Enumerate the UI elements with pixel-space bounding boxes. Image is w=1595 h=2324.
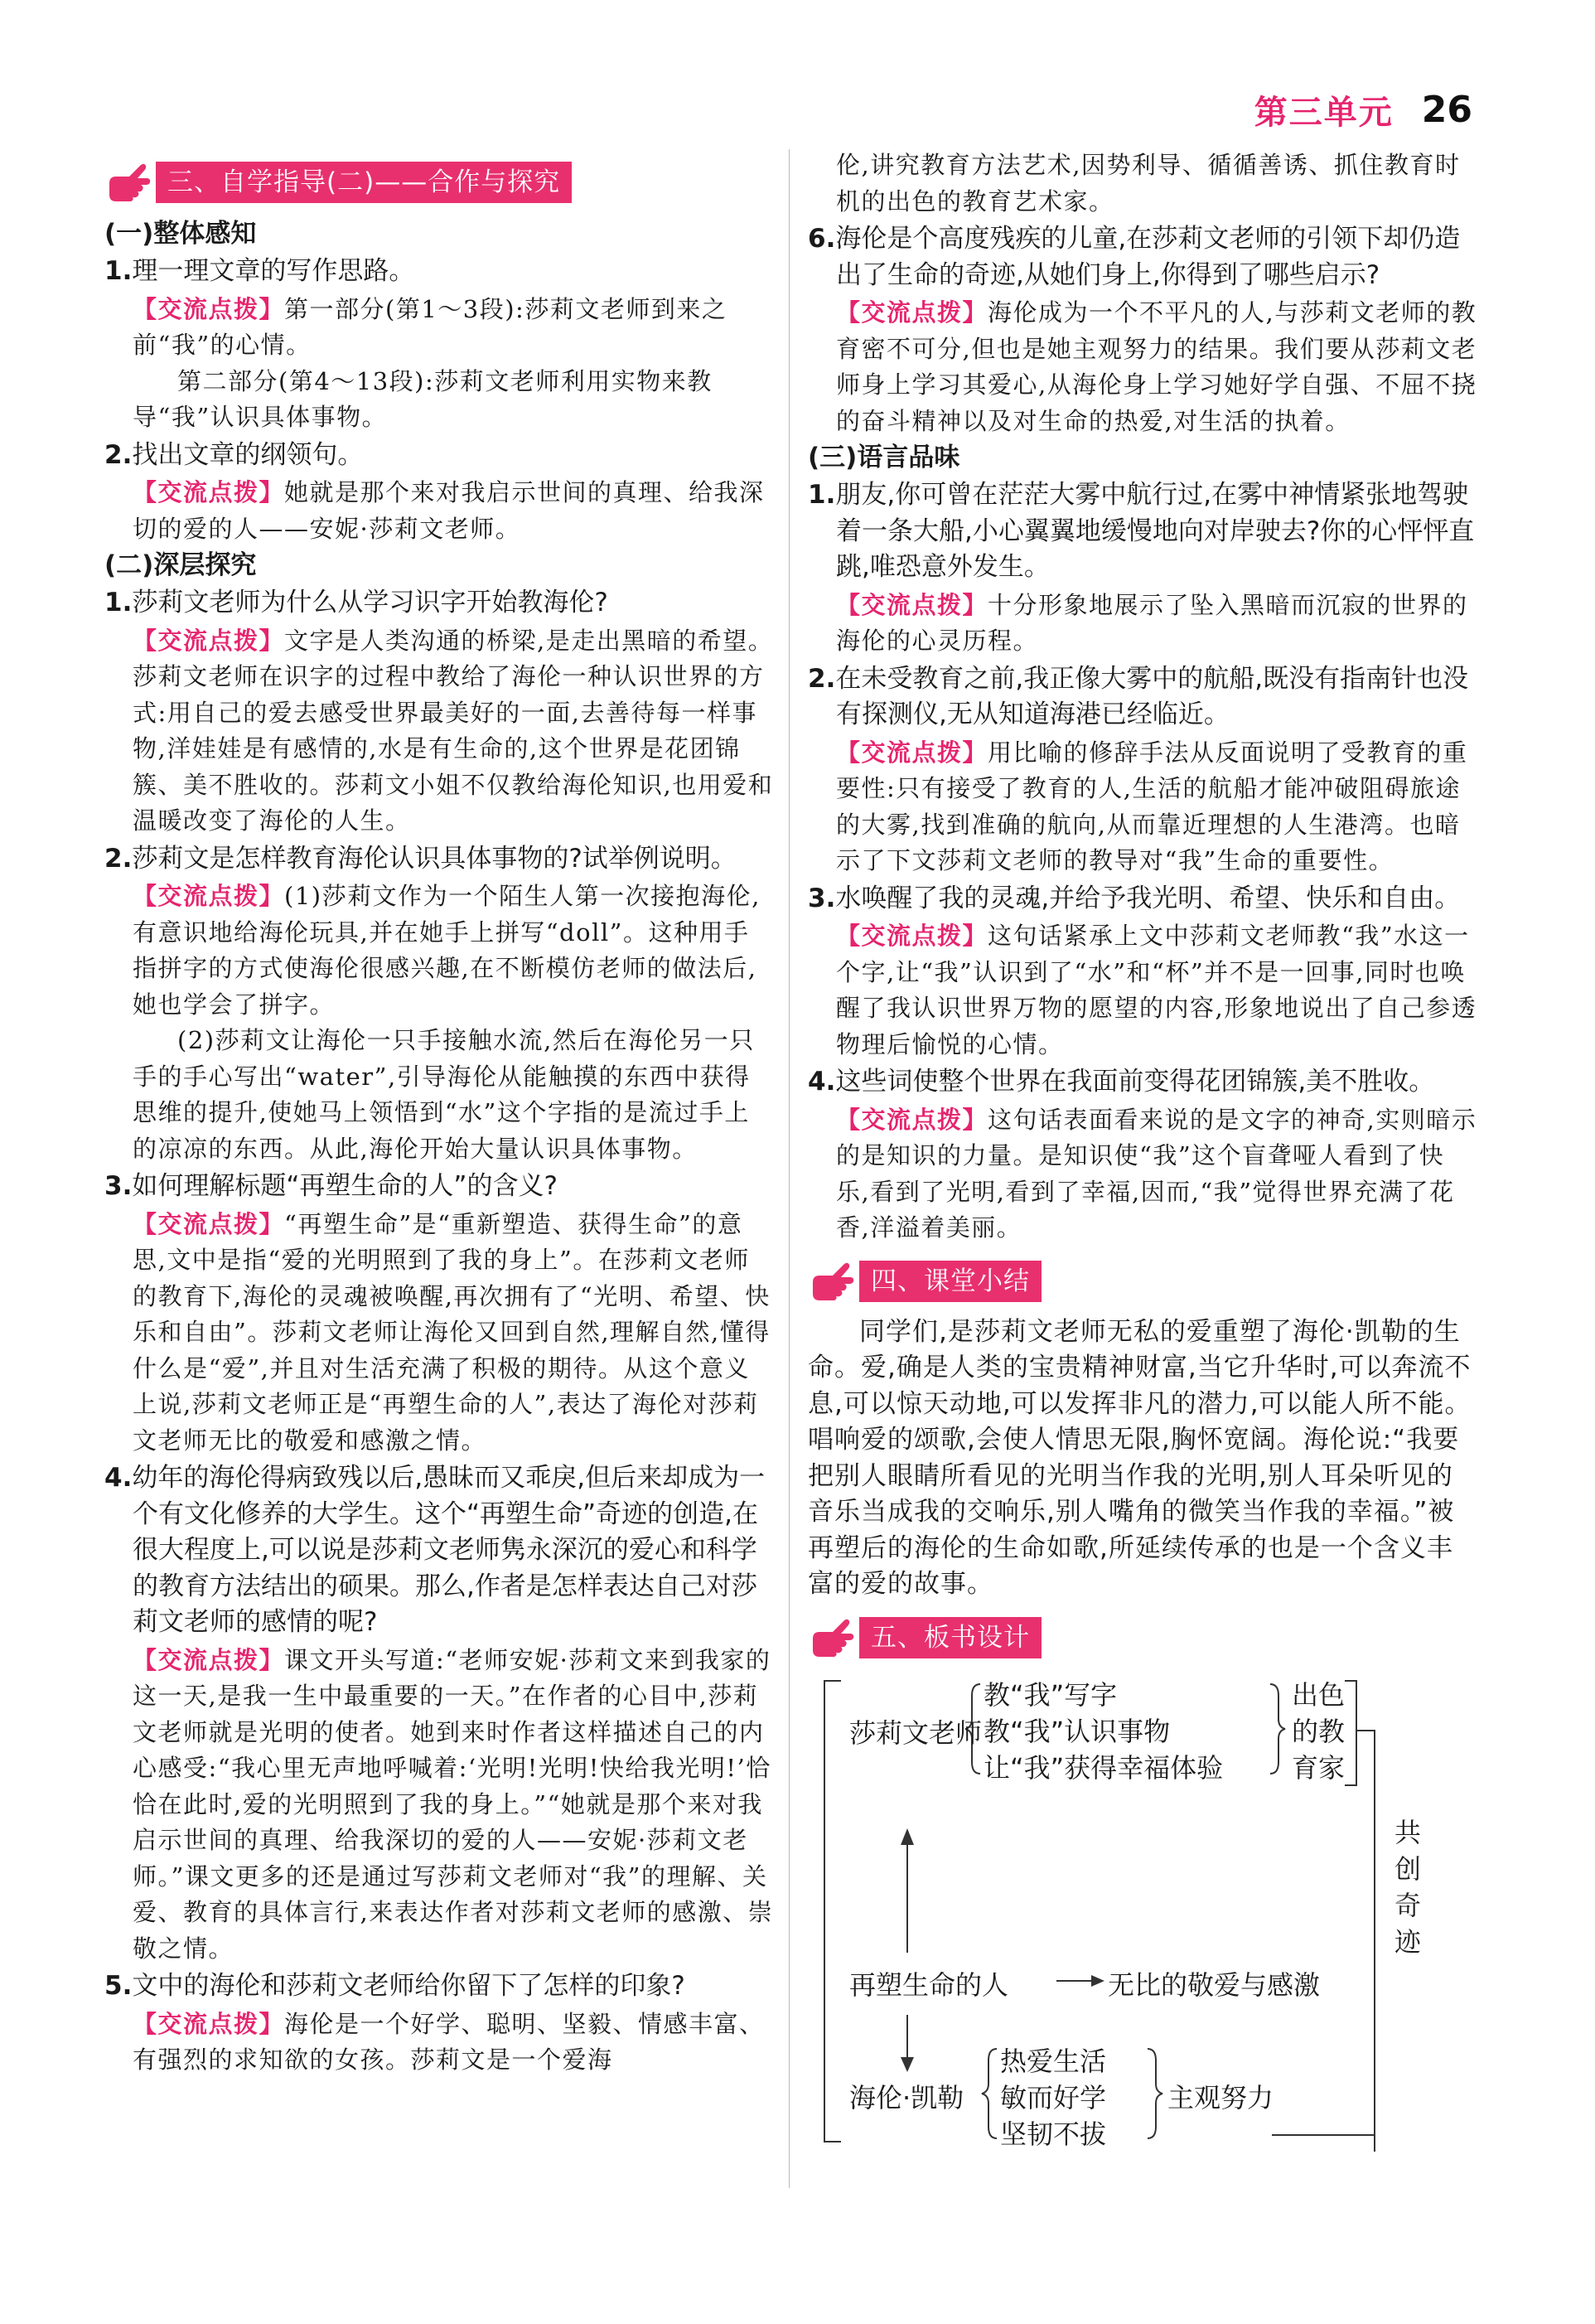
board-middle: 再塑生命的人 [849,1968,1009,2001]
blackboard-design [808,1671,1477,2152]
question-text: 如何理解标题“再塑生命的人”的含义? [132,1171,558,1201]
section-header-3 [104,156,774,209]
page-number: 26 [1421,89,1472,131]
answer-text: 文字是人类沟通的桥梁,是走出黑暗的希望。莎莉文老师在识字的过程中教给了海伦一种认识世界的方式:用自己的爱去感受世界最美好的一面,去善待每一样事物,洋娃娃是有感情的,水是有生命的,这个世界是花团锦簇、美不胜收的。莎莉文小姐不仅教给海伦知识,也用爱和温暖改变了海伦的人生。 [133,626,774,835]
answer-tag: 【交流点拨】 [836,298,988,327]
answer-tag: 【交流点拨】 [836,738,988,767]
board-teacher-result: 育家 [1292,1751,1346,1784]
board-teacher-item: 教“我”写字 [984,1678,1118,1711]
board-shared: 奇 [1394,1889,1422,1921]
board-helen-result: 主观努力 [1167,2081,1274,2113]
answer-text: “再塑生命”是“重新塑造、获得生命”的意思,文中是指“爱的光明照到了我的身上”。在莎莉文老师的教育下,海伦的灵魂被唤醒,再次拥有了“光明、希望、快乐和自由”。莎莉文老师让海伦又回到自然,理解自然,懂得什么是“爱”,并且对生活充满了积极的期待。从这个意义上说,莎莉文老师正是“再塑生命的人”,表达了海伦对莎莉文老师无比的敬爱和感激之情。 [133,1209,771,1455]
question-number: 1. [104,256,133,286]
board-helen: 海伦·凯勒 [849,2081,964,2113]
section-header-4 [808,1255,1477,1308]
sub-heading-language: (三)语言品味 [808,443,960,472]
answer-tag: 【交流点拨】 [133,2009,285,2038]
sub-heading-deep: (二)深层探究 [104,550,257,580]
answer-block [808,588,1477,660]
answer-tag: 【交流点拨】 [133,1209,285,1238]
board-shared: 迹 [1394,1925,1422,1958]
answer-block [104,1207,774,1460]
section-title: 四、课堂小结 [859,1261,1042,1302]
answer-block [104,879,774,1023]
board-teacher-result: 的教 [1292,1715,1346,1747]
answer-paragraph: (2)莎莉文让海伦一只手接触水流,然后在海伦另一只手的手心写出“water”,引导海伦从能触摸的东西中获得思维的提升,使她马上领悟到“水”这个字指的是流过手上的凉凉的东西。从此,海伦开始大量认识具体事物。 [133,1026,755,1163]
answer-block [808,735,1477,879]
question-number: 3. [808,883,836,913]
question-number: 1. [808,480,836,510]
question-item [808,221,1477,293]
question-item [104,254,774,290]
section-header-5 [808,1611,1477,1664]
answer-text: 课文开头写道:“老师安妮·莎莉文来到我家的这一天,是我一生中最重要的一天。”在作者的心目中,莎莉文老师就是光明的使者。她到来时作者这样描述自己的内心感受:“我心里无声地呼喊着:‘光明!光明!快给我光明!’恰恰在此时,爱的光明照到了我的身上。”“她就是那个来对我启示世间的真理、给我深切的爱的人——安妮·莎莉文老师。”课文更多的还是通过写莎莉文老师对“我”的理解、关爱、教育的具体言行,来表达作者对莎莉文老师的感激、崇敬之情。 [133,1645,774,1963]
pointing-hand-icon [808,1257,856,1305]
answer-continuation: 伦,讲究教育方法艺术,因势利导、循循善诱、抓住教育时机的出色的教育艺术家。 [836,151,1461,215]
question-number: 2. [104,439,133,470]
answer-block [104,475,774,547]
question-number: 2. [104,843,133,874]
answer-text: 海伦成为一个不平凡的人,与莎莉文老师的教育密不可分,但也是她主观努力的结果。我们要从莎莉文老师身上学习其爱心,从海伦身上学习她好学自强、不屈不挠的奋斗精神以及对生命的热爱,对生活的执着。 [836,298,1477,435]
column-divider [789,149,790,2188]
answer-text: (1)莎莉文作为一个陌生人第一次接抱海伦,有意识地给海伦玩具,并在她手上拼写“doll”。这种用手指拼字的方式使海伦很感兴趣,在不断模仿老师的做法后,她也学会了拼字。 [133,882,761,1019]
section-title: 三、自学指导(二)——合作与探究 [156,162,572,203]
question-number: 1. [104,588,133,617]
answer-text: 这句话表面看来说的是文字的神奇,实则暗示的是知识的力量。是知识使“我”这个盲聋哑人看到了快乐,看到了光明,看到了幸福,因而,“我”觉得世界充满了花香,洋溢着美丽。 [836,1105,1477,1242]
question-item [808,1064,1477,1101]
question-text: 朋友,你可曾在茫茫大雾中航行过,在雾中神情紧张地驾驶着一条大船,小心翼翼地缓慢地向对岸驶去?你的心怦怦直跳,唯恐意外发生。 [835,480,1475,582]
board-teacher-result: 出色 [1292,1678,1346,1711]
question-item [104,1968,774,2005]
answer-text: 第一部分(第1～3段):莎莉文老师到来之前“我”的心情。 [133,294,727,359]
question-item [808,881,1477,917]
question-text: 文中的海伦和莎莉文老师给你留下了怎样的印象? [132,1971,685,2001]
question-text: 海伦是个高度残疾的儿童,在莎莉文老师的引领下却仍造出了生命的奇迹,从她们身上,你得到了哪些启示? [835,224,1461,290]
question-number: 3. [104,1171,133,1201]
answer-block [808,918,1477,1063]
question-item [808,661,1477,734]
answer-text: 这句话紧承上文中莎莉文老师教“我”水这一个字,让“我”认识到了“水”和“杯”并不是一回事,同时也唤醒了我认识世界万物的愿望的内容,形象地说出了自己参透物理后愉悦的心情。 [836,922,1477,1058]
board-helen-item: 坚韧不拔 [1000,2118,1107,2150]
pointing-hand-icon [808,1614,856,1662]
question-number: 4. [104,1463,133,1493]
question-text: 理一理文章的写作思路。 [132,256,415,286]
board-shared: 创 [1394,1852,1422,1885]
question-text: 莎莉文是怎样教育海伦认识具体事物的?试举例说明。 [132,843,737,874]
board-teacher: 莎莉文老师 [849,1716,983,1749]
answer-tag: 【交流点拨】 [133,882,285,910]
answer-block [104,623,774,840]
question-text: 在未受教育之前,我正像大雾中的航船,既没有指南针也没有探测仪,无从知道海港已经临近。 [835,663,1469,729]
answer-tag: 【交流点拨】 [836,1105,988,1134]
pointing-hand-icon [104,158,152,206]
question-text: 幼年的海伦得病致残以后,愚昧而又乖戾,但后来却成为一个有文化修养的大学生。这个“再塑生命”奇迹的创造,在很大程度上,可以说是莎莉文老师隽永深沉的爱心和科学的教育方法结出的硕果。那么,作者是怎样表达自己对莎莉文老师的感情的呢? [132,1463,766,1637]
question-text: 这些词使整个世界在我面前变得花团锦簇,美不胜收。 [835,1067,1435,1097]
answer-paragraph: 第二部分(第4～13段):莎莉文老师利用实物来教导“我”认识具体事物。 [133,366,713,431]
answer-block [104,292,774,364]
board-middle-result: 无比的敬爱与感激 [1108,1968,1321,2001]
question-text: 水唤醒了我的灵魂,并给予我光明、希望、快乐和自由。 [835,883,1461,913]
question-item [104,585,774,622]
board-teacher-item: 教“我”认识事物 [984,1715,1171,1747]
question-item [104,1169,774,1205]
answer-text: 用比喻的修辞手法从反面说明了受教育的重要性:只有接受了教育的人,生活的航船才能冲破阻碍旅途的大雾,找到准确的航向,从而靠近理想的人生港湾。也暗示了下文莎莉文老师的教导对“我”生命的重要性。 [836,738,1468,874]
question-text: 找出文章的纲领句。 [132,439,364,470]
board-shared: 共 [1394,1816,1422,1848]
left-column [104,148,774,2079]
answer-tag: 【交流点拨】 [133,294,285,323]
answer-tag: 【交流点拨】 [133,626,285,655]
question-item [808,477,1477,586]
question-item [104,438,774,474]
answer-block [104,2007,774,2079]
question-number: 4. [808,1067,836,1097]
answer-tag: 【交流点拨】 [836,590,988,619]
answer-tag: 【交流点拨】 [836,922,988,950]
right-column [808,148,1477,2152]
question-number: 2. [808,663,836,694]
answer-block [808,1102,1477,1247]
question-number: 6. [808,224,836,254]
answer-text: 十分形象地展示了坠入黑暗而沉寂的世界的海伦的心灵历程。 [836,590,1468,655]
sub-heading-overall: (一)整体感知 [104,219,257,249]
section-title: 五、板书设计 [859,1617,1042,1658]
summary-paragraph: 同学们,是莎莉文老师无私的爱重塑了海伦·凯勒的生命。爱,确是人类的宝贵精神财富,当它升华时,可以奔流不息,可以惊天动地,可以发挥非凡的潜力,可以能人所不能。唱响爱的颂歌,会使人情思无限,胸怀宽阔。海伦说:“我要把别人眼睛所看见的光明当作我的光明,别人耳朵听见的音乐当成我的交响乐,别人嘴角的微笑当作我的幸福。”被再塑后的海伦的生命如歌,所延续传承的也是一个含义丰富的爱的故事。 [808,1316,1472,1599]
answer-block [104,1643,774,1968]
question-number: 5. [104,1971,133,2001]
answer-tag: 【交流点拨】 [133,478,285,506]
answer-tag: 【交流点拨】 [133,1645,285,1674]
question-item [104,841,774,878]
answer-text: 她就是那个来对我启示世间的真理、给我深切的爱的人——安妮·莎莉文老师。 [133,478,765,543]
question-item [104,1460,774,1641]
board-helen-item: 敏而好学 [1000,2081,1107,2113]
board-helen-item: 热爱生活 [1000,2045,1107,2077]
page-header [1254,86,1472,133]
answer-text: 海伦是一个好学、聪明、坚毅、情感丰富、有强烈的求知欲的女孩。莎莉文是一个爱海 [133,2009,765,2074]
board-teacher-item: 让“我”获得幸福体验 [984,1751,1224,1784]
question-text: 莎莉文老师为什么从学习识字开始教海伦? [132,588,608,617]
answer-block [808,295,1477,439]
unit-title: 第三单元 [1254,94,1394,132]
